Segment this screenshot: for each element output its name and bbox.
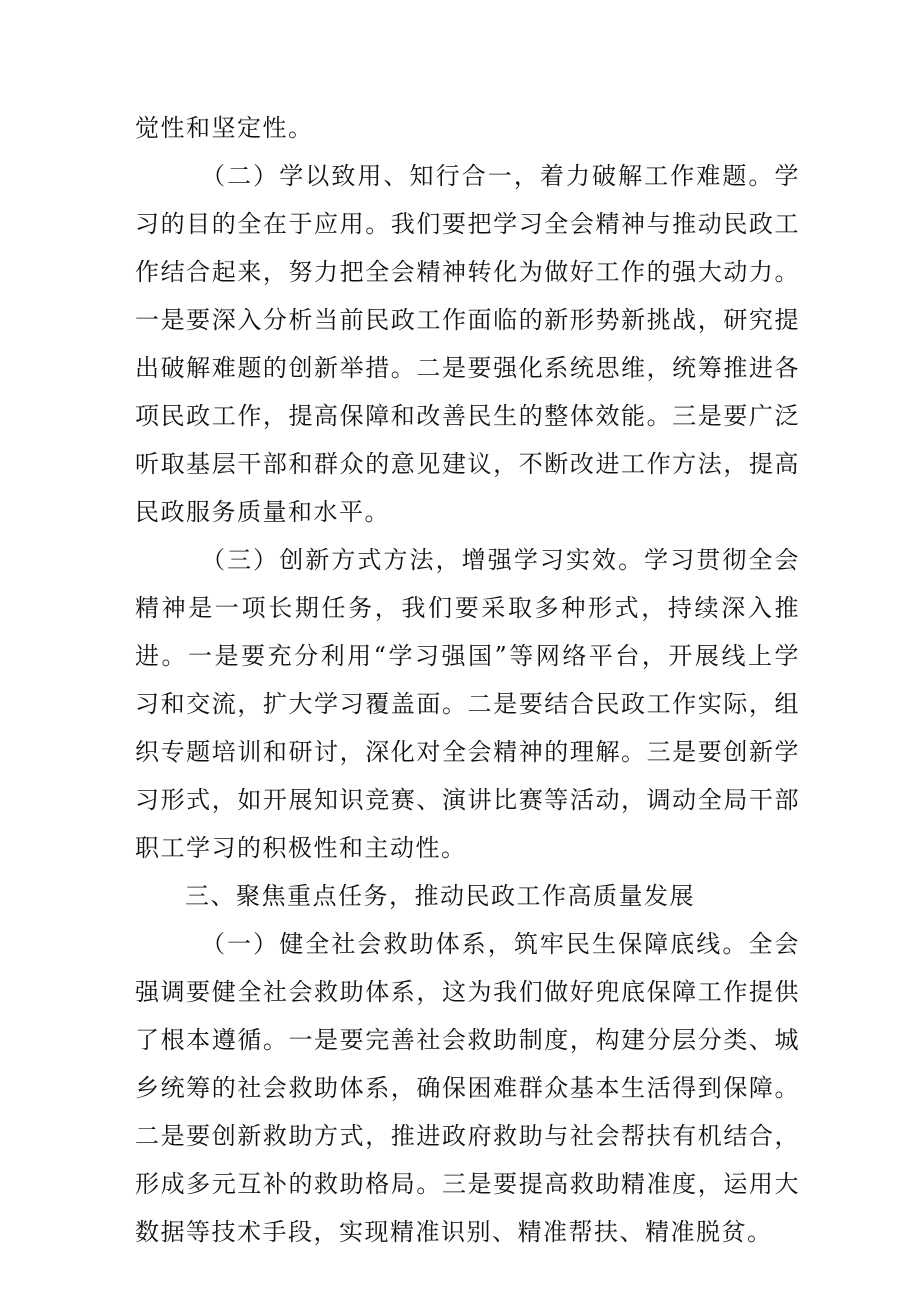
section-heading-three: 三、聚焦重点任务，推动民政工作高质量发展	[185, 882, 695, 910]
paragraph-innovate-methods: （三）创新方式方法，增强学习实效。学习贯彻全会精神是一项长期任务，我们要采取多种形式，持续深入推进。一是要充分利用“学习强国”等网络平台，开展线上学习和交流，扩大学习覆盖面。二是要结合民政工作实际，组织专题培训和研讨，深化对全会精神的理解。三是要创新学习形式，如开展知识竞赛、演讲比赛等活动，调动全局干部职工学习的积极性和主动性。	[135, 546, 800, 862]
paragraph-study-application: （二）学以致用、知行合一，着力破解工作难题。学习的目的全在于应用。我们要把学习全会精神与推动民政工作结合起来，努力把全会精神转化为做好工作的强大动力。一是要深入分析当前民政工作面临的新形势新挑战，研究提出破解难题的创新举措。二是要强化系统思维，统筹推进各项民政工作，提高保障和改善民生的整体效能。三是要广泛听取基层干部和群众的意见建议，不断改进工作方法，提高民政服务质量和水平。	[135, 162, 800, 526]
paragraph-social-assistance: （一）健全社会救助体系，筑牢民生保障底线。全会强调要健全社会救助体系，这为我们做好兜底保障工作提供了根本遵循。一是要完善社会救助制度，构建分层分类、城乡统筹的社会救助体系，确保困难群众基本生活得到保障。二是要创新救助方式，推进政府救助与社会帮扶有机结合，形成多元互补的救助格局。三是要提高救助精准度，运用大数据等技术手段，实现精准识别、精准帮扶、精准脱贫。	[135, 930, 800, 1246]
document-body	[135, 104, 800, 1256]
paragraph-continuation: 觉性和坚定性。	[135, 114, 314, 142]
